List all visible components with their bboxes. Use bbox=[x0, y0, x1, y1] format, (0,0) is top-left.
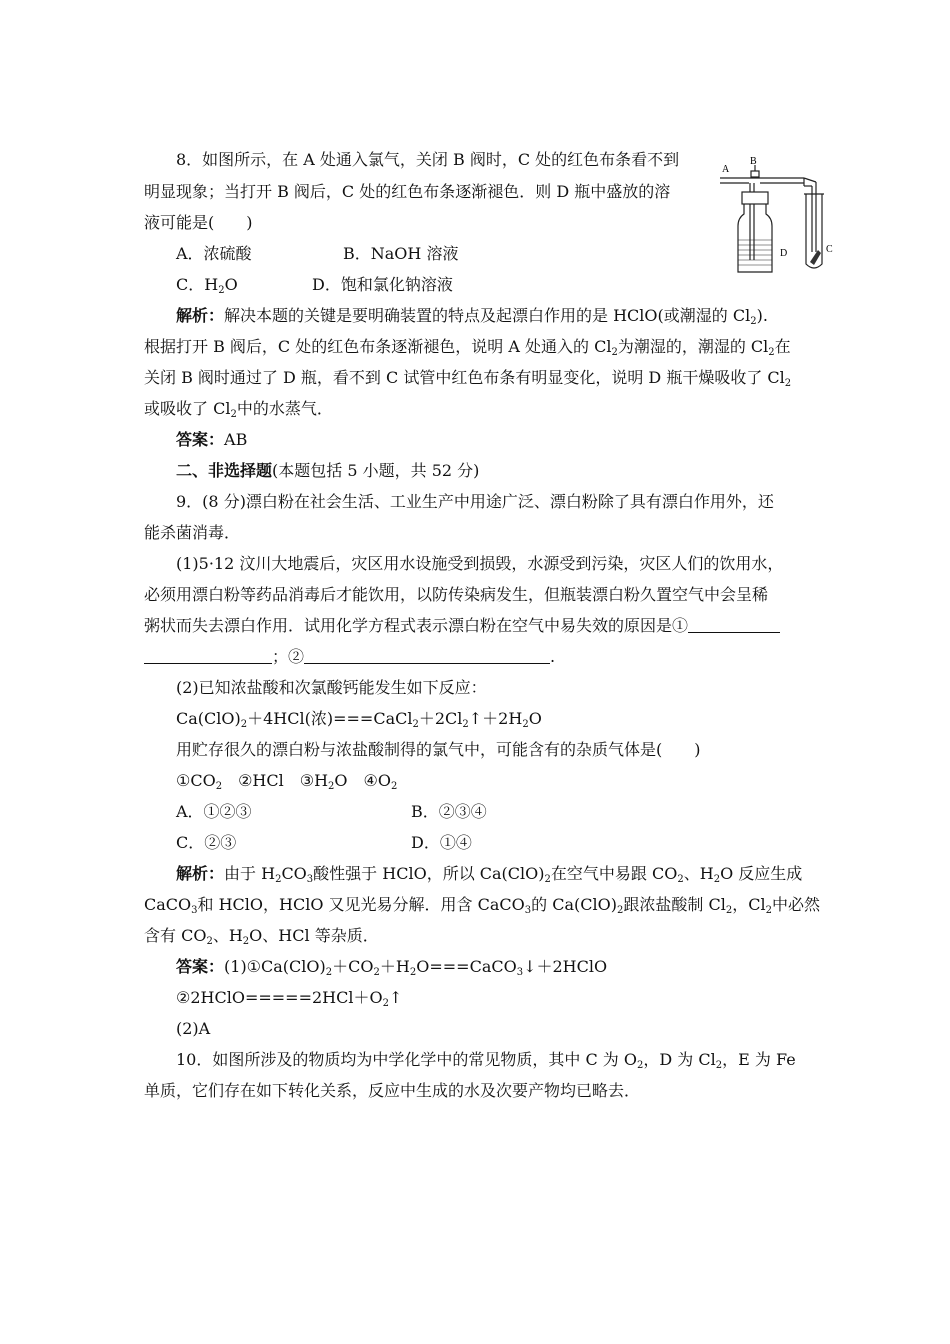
q8-analysis-line1: 解析：解决本题的关键是要明确装置的特点及起漂白作用的是 HClO(或潮湿的 $Cl_2$). bbox=[176, 306, 768, 327]
q9-answer-line1: 答案：$(1)①Ca(ClO)_2+CO_2+H_2O===CaCO_3↓+2HClO$ bbox=[176, 957, 608, 978]
q9-option-a: A．①②③ bbox=[176, 802, 252, 821]
answer-blank-1b[interactable] bbox=[144, 647, 272, 664]
figure-label-c: C bbox=[826, 244, 833, 255]
q9-option-b: B．②③④ bbox=[411, 802, 487, 821]
q9-option-d: D．①④ bbox=[411, 833, 472, 852]
q9-option-c: C．②③ bbox=[176, 833, 237, 852]
q10-stem-line2: 单质，它们存在如下转化关系，反应中生成的水及次要产物均已略去． bbox=[144, 1081, 641, 1100]
q9-part2-line1: (2)已知浓盐酸和次氯酸钙能发生如下反应： bbox=[176, 678, 487, 697]
q9-analysis-line2: CaCO$_3$和 HClO，HClO 又见光易分解．用含 CaCO$_3$的 $Ca(ClO)_2$跟浓盐酸制 $Cl_2$，$Cl_2$中必然 bbox=[144, 895, 820, 916]
q9-part1-line4: ；② . bbox=[144, 647, 555, 667]
q9-stem-line2: 能杀菌消毒． bbox=[144, 523, 241, 542]
q8-option-a: A．浓硫酸 bbox=[176, 244, 252, 263]
q9-analysis-line1: 解析：由于 $H_2CO_3$酸性强于 HClO，所以 $Ca(ClO)_2$在空气中易跟 $CO_2$、$H_2O$ 反应生成 bbox=[176, 864, 803, 885]
gas-apparatus-figure bbox=[718, 152, 838, 282]
q8-analysis-line4: 或吸收了 $Cl_2$中的水蒸气． bbox=[144, 399, 333, 420]
q9-answer-line2: $②2HClO=====2HCl+O_2↑$ bbox=[176, 988, 403, 1009]
q8-stem-line1: 8．如图所示，在 A 处通入氯气，关闭 B 阀时，C 处的红色布条看不到 bbox=[176, 150, 680, 169]
figure-label-a: A bbox=[722, 164, 730, 175]
q9-part1-line3: 粥状而失去漂白作用．试用化学方程式表示漂白粉在空气中易失效的原因是① bbox=[144, 616, 780, 636]
q8-option-d: D．饱和氯化钠溶液 bbox=[312, 275, 453, 294]
q9-part1-line1: (1)5·12 汶川大地震后，灾区用水设施受到损毁，水源受到污染，灾区人们的饮用水， bbox=[176, 554, 784, 573]
q8-analysis-line3: 关闭 B 阀时通过了 D 瓶，看不到 C 试管中红色布条有明显变化，说明 D 瓶干燥吸收了 $Cl_2$ bbox=[144, 368, 792, 389]
q8-stem-line3: 液可能是( ) bbox=[144, 213, 253, 232]
q9-stem-line1: 9．(8 分)漂白粉在社会生活、工业生产中用途广泛、漂白粉除了具有漂白作用外，还 bbox=[176, 492, 774, 511]
section2-heading: 二、非选择题(本题包括 5 小题，共 52 分) bbox=[176, 461, 480, 480]
q8-option-b: B．NaOH 溶液 bbox=[343, 244, 459, 263]
q9-reaction-equation: $Ca(ClO)_2+4HCl$(浓)$===CaCl_2+2Cl_2↑+2H_2O$ bbox=[176, 709, 542, 730]
figure-label-b: B bbox=[750, 156, 757, 167]
q9-gas-list: $①CO_2$ ②HCl $③H_2O$ $④O_2$ bbox=[176, 771, 398, 792]
q9-part1-line2: 必须用漂白粉等药品消毒后才能饮用，以防传染病发生，但瓶装漂白粉久置空气中会呈稀 bbox=[144, 585, 769, 604]
answer-blank-2[interactable] bbox=[304, 647, 550, 664]
answer-blank-1a[interactable] bbox=[688, 616, 780, 633]
q8-stem-line2: 明显现象；当打开 B 阀后，C 处的红色布条逐渐褪色．则 D 瓶中盛放的溶 bbox=[144, 182, 671, 201]
figure-label-d: D bbox=[780, 248, 788, 259]
q9-analysis-line3: 含有 $CO_2$、$H_2O$、HCl 等杂质． bbox=[144, 926, 379, 947]
q10-stem-line1: 10．如图所涉及的物质均为中学化学中的常见物质，其中 C 为 $O_2$，D 为 $Cl_2$，E 为 Fe bbox=[176, 1050, 796, 1071]
q9-part2-line3: 用贮存很久的漂白粉与浓盐酸制得的氯气中，可能含有的杂质气体是( ) bbox=[176, 740, 701, 759]
q8-analysis-line2: 根据打开 B 阀后，C 处的红色布条逐渐褪色，说明 A 处通入的 $Cl_2$为潮湿的，潮湿的 $Cl_2$在 bbox=[144, 337, 791, 358]
q9-answer-line3: (2)A bbox=[176, 1019, 211, 1038]
q8-answer: 答案：AB bbox=[176, 430, 248, 449]
q8-option-c: C．$H_2O$ bbox=[176, 275, 238, 296]
